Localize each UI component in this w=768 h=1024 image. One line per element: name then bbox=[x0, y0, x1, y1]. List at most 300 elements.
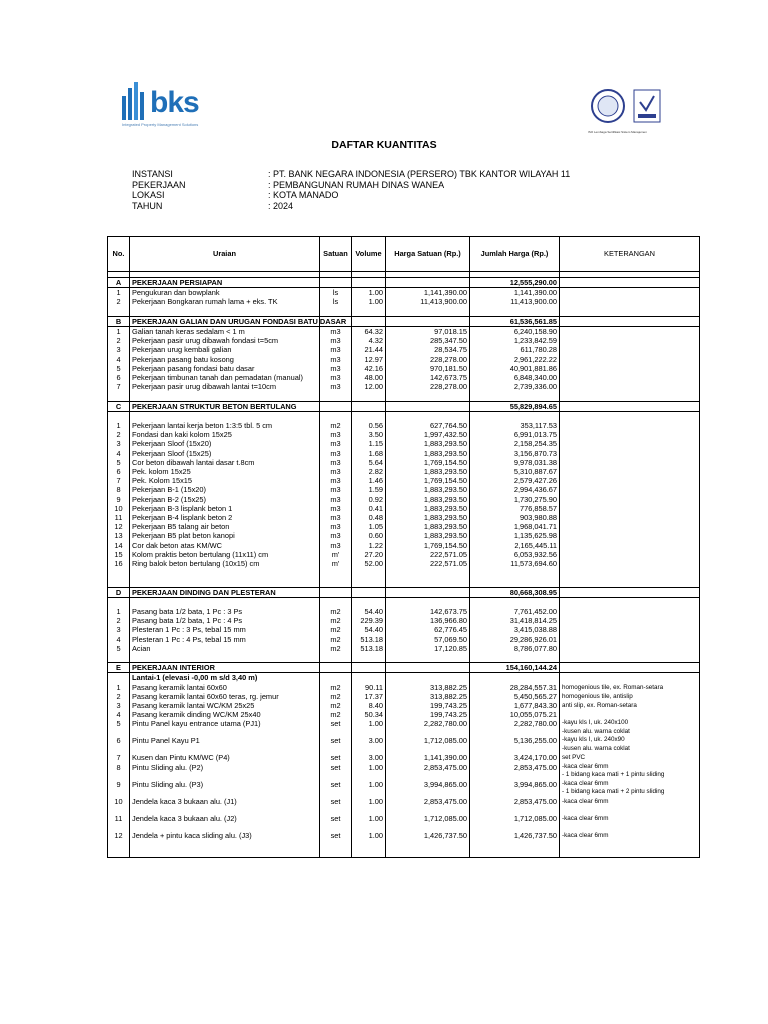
table-row bbox=[108, 513, 700, 522]
table-row bbox=[108, 449, 700, 458]
item-satuan: m2 bbox=[320, 421, 352, 430]
item-jumlah: 1,968,041.71 bbox=[470, 522, 560, 531]
item-volume: 1.59 bbox=[352, 485, 386, 494]
info-value: : KOTA MANADO bbox=[268, 190, 339, 200]
table-row bbox=[108, 345, 700, 354]
item-uraian: Acian bbox=[130, 644, 320, 653]
table-row bbox=[108, 701, 700, 710]
item-uraian: Cor beton dibawah lantai dasar t.8cm bbox=[130, 458, 320, 467]
item-uraian: Pek. Kolom 15x15 bbox=[130, 476, 320, 485]
item-volume: 1.00 bbox=[352, 797, 386, 814]
building-icon bbox=[120, 82, 150, 120]
item-satuan: m3 bbox=[320, 467, 352, 476]
table-row bbox=[108, 336, 700, 345]
item-uraian: Pekerjaan pasang fondasi batu dasar bbox=[130, 364, 320, 373]
blank-row bbox=[108, 577, 700, 587]
item-jumlah: 31,418,814.25 bbox=[470, 616, 560, 625]
item-volume bbox=[352, 568, 386, 577]
item-jumlah: 1,141,390.00 bbox=[470, 288, 560, 298]
item-no: 4 bbox=[108, 710, 130, 719]
item-keterangan bbox=[560, 522, 700, 531]
item-volume: 1.68 bbox=[352, 449, 386, 458]
item-volume: 1.00 bbox=[352, 780, 386, 797]
item-harga bbox=[386, 673, 470, 683]
subsection-row bbox=[108, 673, 700, 683]
cert-caption: ISO Lembaga Sertifikasi Sistem Manajemen bbox=[588, 130, 647, 134]
item-harga: 1,769,154.50 bbox=[386, 476, 470, 485]
item-satuan: m3 bbox=[320, 336, 352, 345]
item-harga: 1,883,293.50 bbox=[386, 439, 470, 448]
item-uraian bbox=[130, 411, 320, 421]
item-harga bbox=[386, 653, 470, 663]
item-harga: 1,712,085.00 bbox=[386, 814, 470, 831]
item-satuan: m3 bbox=[320, 355, 352, 364]
item-volume bbox=[352, 577, 386, 587]
item-uraian bbox=[130, 597, 320, 607]
item-volume: 54.40 bbox=[352, 607, 386, 616]
item-harga: 1,883,293.50 bbox=[386, 467, 470, 476]
item-jumlah: 29,286,926.01 bbox=[470, 635, 560, 644]
item-volume: 0.92 bbox=[352, 495, 386, 504]
item-uraian: Cor dak beton atas KM/WC bbox=[130, 541, 320, 550]
item-harga: 11,413,900.00 bbox=[386, 297, 470, 306]
item-no: 11 bbox=[108, 814, 130, 831]
item-no: 9 bbox=[108, 780, 130, 797]
table-row bbox=[108, 692, 700, 701]
item-harga: 1,769,154.50 bbox=[386, 458, 470, 467]
table-row bbox=[108, 831, 700, 848]
item-keterangan: -kaca clear 6mm bbox=[560, 797, 700, 814]
item-harga: 199,743.25 bbox=[386, 701, 470, 710]
item-harga bbox=[386, 577, 470, 587]
item-satuan: ls bbox=[320, 297, 352, 306]
document-title: DAFTAR KUANTITAS bbox=[331, 139, 437, 151]
item-no: 5 bbox=[108, 644, 130, 653]
blank-row bbox=[108, 568, 700, 577]
item-volume bbox=[352, 587, 386, 597]
item-keterangan bbox=[560, 780, 700, 797]
item-harga bbox=[386, 587, 470, 597]
item-uraian: PEKERJAAN PERSIAPAN bbox=[130, 278, 320, 288]
item-no: 5 bbox=[108, 364, 130, 373]
item-keterangan bbox=[560, 644, 700, 653]
section-row bbox=[108, 663, 700, 673]
item-volume: 0.60 bbox=[352, 531, 386, 540]
item-no: 16 bbox=[108, 559, 130, 568]
item-uraian: PEKERJAAN INTERIOR bbox=[130, 663, 320, 673]
item-volume: 90.11 bbox=[352, 683, 386, 692]
item-uraian: Pekerjaan pasir urug dibawah fondasi t=5cm bbox=[130, 336, 320, 345]
item-no bbox=[108, 307, 130, 317]
item-volume bbox=[352, 848, 386, 858]
item-jumlah: 1,426,737.50 bbox=[470, 831, 560, 848]
item-jumlah: 2,158,254.35 bbox=[470, 439, 560, 448]
item-jumlah bbox=[470, 411, 560, 421]
header-satuan: Satuan bbox=[320, 237, 352, 272]
item-jumlah: 611,780.28 bbox=[470, 345, 560, 354]
item-uraian: Ring balok beton bertulang (10x15) cm bbox=[130, 559, 320, 568]
item-jumlah: 903,980.88 bbox=[470, 513, 560, 522]
item-harga: 228,278.00 bbox=[386, 355, 470, 364]
item-satuan: m2 bbox=[320, 683, 352, 692]
item-jumlah: 61,536,561.85 bbox=[470, 316, 560, 326]
item-keterangan bbox=[560, 607, 700, 616]
item-satuan: m2 bbox=[320, 701, 352, 710]
blank-row bbox=[108, 307, 700, 317]
item-keterangan bbox=[560, 597, 700, 607]
item-keterangan bbox=[560, 467, 700, 476]
item-uraian: Fondasi dan kaki kolom 15x25 bbox=[130, 430, 320, 439]
item-harga bbox=[386, 278, 470, 288]
item-keterangan bbox=[560, 458, 700, 467]
item-satuan: m3 bbox=[320, 485, 352, 494]
item-volume bbox=[352, 278, 386, 288]
table-row bbox=[108, 780, 700, 797]
item-keterangan bbox=[560, 719, 700, 736]
info-key: PEKERJAAN bbox=[132, 179, 186, 190]
table-row bbox=[108, 559, 700, 568]
info-value: : 2024 bbox=[268, 200, 294, 211]
item-keterangan bbox=[560, 625, 700, 634]
item-keterangan bbox=[560, 495, 700, 504]
item-no: 6 bbox=[108, 736, 130, 753]
item-volume: 1.00 bbox=[352, 763, 386, 780]
item-keterangan bbox=[560, 373, 700, 382]
header-volume: Volume bbox=[352, 237, 386, 272]
item-keterangan bbox=[560, 401, 700, 411]
item-keterangan bbox=[560, 736, 700, 753]
item-uraian: Pekerjaan timbunan tanah dan pemadatan (manual) bbox=[130, 373, 320, 382]
info-row bbox=[132, 201, 570, 212]
item-harga: 17,120.85 bbox=[386, 644, 470, 653]
keterangan-line: -kaca clear 6mm bbox=[562, 762, 609, 770]
item-harga: 285,347.50 bbox=[386, 336, 470, 345]
item-volume: 229.39 bbox=[352, 616, 386, 625]
blank-row bbox=[108, 653, 700, 663]
item-volume: 1.15 bbox=[352, 439, 386, 448]
item-satuan: m3 bbox=[320, 373, 352, 382]
item-jumlah: 2,282,780.00 bbox=[470, 719, 560, 736]
item-uraian bbox=[130, 653, 320, 663]
keterangan-line: - 1 bidang kaca mati + 1 pintu sliding bbox=[562, 771, 665, 779]
item-no: 6 bbox=[108, 373, 130, 382]
item-no: 3 bbox=[108, 439, 130, 448]
item-keterangan: homogenious tile, antislip bbox=[560, 692, 700, 701]
item-satuan: m3 bbox=[320, 439, 352, 448]
table-row bbox=[108, 467, 700, 476]
item-volume: 2.82 bbox=[352, 467, 386, 476]
item-satuan bbox=[320, 411, 352, 421]
item-jumlah: 3,994,865.00 bbox=[470, 780, 560, 797]
item-volume: 1.46 bbox=[352, 476, 386, 485]
item-harga bbox=[386, 391, 470, 401]
item-no bbox=[108, 653, 130, 663]
info-key: INSTANSI bbox=[132, 169, 173, 179]
item-volume: 0.48 bbox=[352, 513, 386, 522]
item-jumlah: 2,739,336.00 bbox=[470, 382, 560, 391]
item-satuan bbox=[320, 653, 352, 663]
item-satuan: set bbox=[320, 719, 352, 736]
item-satuan: m' bbox=[320, 550, 352, 559]
item-uraian bbox=[130, 848, 320, 858]
logo-tagline: Integrated Property Management Solutions bbox=[122, 122, 199, 127]
item-satuan bbox=[320, 597, 352, 607]
item-uraian: Plesteran 1 Pc : 3 Ps, tebal 15 mm bbox=[130, 625, 320, 634]
item-keterangan bbox=[560, 485, 700, 494]
info-row bbox=[132, 190, 570, 201]
item-no: 12 bbox=[108, 522, 130, 531]
item-jumlah: 6,240,158.90 bbox=[470, 327, 560, 337]
header-no: No. bbox=[108, 237, 130, 272]
item-uraian: Pekerjaan B-3 lisplank beton 1 bbox=[130, 504, 320, 513]
item-satuan: ls bbox=[320, 288, 352, 298]
item-volume: 1.00 bbox=[352, 719, 386, 736]
item-no: C bbox=[108, 401, 130, 411]
item-jumlah: 154,160,144.24 bbox=[470, 663, 560, 673]
item-keterangan bbox=[560, 411, 700, 421]
item-harga: 2,853,475.00 bbox=[386, 763, 470, 780]
item-volume: 1.00 bbox=[352, 297, 386, 306]
item-uraian: Pasang keramik lantai 60x60 teras, rg. jemur bbox=[130, 692, 320, 701]
certification-logos bbox=[588, 88, 668, 132]
item-keterangan bbox=[560, 663, 700, 673]
item-satuan bbox=[320, 673, 352, 683]
item-harga: 627,764.50 bbox=[386, 421, 470, 430]
item-uraian: Kusen dan Pintu KM/WC (P4) bbox=[130, 753, 320, 762]
item-keterangan bbox=[560, 577, 700, 587]
item-jumlah: 1,730,275.90 bbox=[470, 495, 560, 504]
item-harga: 313,882.25 bbox=[386, 683, 470, 692]
table-row bbox=[108, 710, 700, 719]
item-no: 9 bbox=[108, 495, 130, 504]
item-volume bbox=[352, 663, 386, 673]
item-no: 8 bbox=[108, 763, 130, 780]
item-uraian: PEKERJAAN GALIAN DAN URUGAN FONDASI BATU DASAR bbox=[130, 316, 320, 326]
item-jumlah: 6,053,932.56 bbox=[470, 550, 560, 559]
table-row bbox=[108, 458, 700, 467]
item-no: 12 bbox=[108, 831, 130, 848]
header-harga: Harga Satuan (Rp.) bbox=[386, 237, 470, 272]
item-keterangan bbox=[560, 635, 700, 644]
item-volume: 12.00 bbox=[352, 382, 386, 391]
item-jumlah bbox=[470, 577, 560, 587]
item-jumlah: 5,450,565.27 bbox=[470, 692, 560, 701]
item-satuan bbox=[320, 587, 352, 597]
item-volume: 1.22 bbox=[352, 541, 386, 550]
table-row bbox=[108, 541, 700, 550]
item-no: 3 bbox=[108, 625, 130, 634]
item-no: 2 bbox=[108, 336, 130, 345]
item-keterangan bbox=[560, 568, 700, 577]
item-harga bbox=[386, 663, 470, 673]
section-row bbox=[108, 278, 700, 288]
item-no: D bbox=[108, 587, 130, 597]
item-harga: 1,141,390.00 bbox=[386, 288, 470, 298]
item-jumlah: 2,165,445.11 bbox=[470, 541, 560, 550]
item-volume: 27.20 bbox=[352, 550, 386, 559]
header-keterangan: KETERANGAN bbox=[560, 237, 700, 272]
item-uraian: Pekerjaan pasir urug dibawah lantai t=10cm bbox=[130, 382, 320, 391]
item-volume bbox=[352, 411, 386, 421]
item-volume: 0.56 bbox=[352, 421, 386, 430]
section-row bbox=[108, 316, 700, 326]
item-jumlah: 3,156,870.73 bbox=[470, 449, 560, 458]
item-harga bbox=[386, 597, 470, 607]
blank-row bbox=[108, 597, 700, 607]
item-uraian: Lantai-1 (elevasi -0,00 m s/d 3,40 m) bbox=[130, 673, 320, 683]
item-uraian: Pintu Panel Kayu P1 bbox=[130, 736, 320, 753]
item-harga: 228,278.00 bbox=[386, 382, 470, 391]
item-satuan: m2 bbox=[320, 692, 352, 701]
item-satuan: m2 bbox=[320, 644, 352, 653]
item-uraian: PEKERJAAN DINDING DAN PLESTERAN bbox=[130, 587, 320, 597]
item-satuan: m3 bbox=[320, 504, 352, 513]
item-volume bbox=[352, 391, 386, 401]
keterangan-line: -kaca clear 6mm bbox=[562, 779, 609, 787]
item-harga: 970,181.50 bbox=[386, 364, 470, 373]
item-jumlah: 12,555,290.00 bbox=[470, 278, 560, 288]
item-satuan bbox=[320, 848, 352, 858]
item-harga: 1,883,293.50 bbox=[386, 513, 470, 522]
item-satuan: set bbox=[320, 753, 352, 762]
table-row bbox=[108, 522, 700, 531]
item-volume: 3.00 bbox=[352, 736, 386, 753]
item-jumlah: 28,284,557.31 bbox=[470, 683, 560, 692]
table-row bbox=[108, 364, 700, 373]
table-row bbox=[108, 763, 700, 780]
item-volume: 5.64 bbox=[352, 458, 386, 467]
table-row bbox=[108, 753, 700, 762]
item-harga: 1,883,293.50 bbox=[386, 485, 470, 494]
item-uraian: Jendela kaca 3 bukaan alu. (J2) bbox=[130, 814, 320, 831]
item-satuan: m3 bbox=[320, 364, 352, 373]
item-keterangan bbox=[560, 421, 700, 430]
item-uraian: Pekerjaan B-2 (15x25) bbox=[130, 495, 320, 504]
item-keterangan bbox=[560, 316, 700, 326]
item-uraian: Pekerjaan B-4 lisplank beton 2 bbox=[130, 513, 320, 522]
item-jumlah bbox=[470, 597, 560, 607]
item-satuan bbox=[320, 568, 352, 577]
table-row bbox=[108, 736, 700, 753]
item-jumlah: 2,579,427.26 bbox=[470, 476, 560, 485]
item-uraian: Pekerjaan B5 talang air beton bbox=[130, 522, 320, 531]
item-no: B bbox=[108, 316, 130, 326]
item-volume: 3.50 bbox=[352, 430, 386, 439]
item-keterangan bbox=[560, 673, 700, 683]
item-volume: 54.40 bbox=[352, 625, 386, 634]
item-harga bbox=[386, 401, 470, 411]
item-no: 13 bbox=[108, 531, 130, 540]
info-key: TAHUN bbox=[132, 200, 163, 211]
item-satuan: m3 bbox=[320, 382, 352, 391]
item-satuan: set bbox=[320, 763, 352, 780]
table-row bbox=[108, 421, 700, 430]
section-row bbox=[108, 587, 700, 597]
item-keterangan bbox=[560, 336, 700, 345]
table-row bbox=[108, 504, 700, 513]
item-satuan: m3 bbox=[320, 541, 352, 550]
table-header bbox=[108, 237, 700, 272]
item-harga bbox=[386, 568, 470, 577]
quantity-table bbox=[107, 236, 700, 858]
item-jumlah: 11,413,900.00 bbox=[470, 297, 560, 306]
item-harga: 313,882.25 bbox=[386, 692, 470, 701]
item-satuan: m2 bbox=[320, 710, 352, 719]
item-satuan: m3 bbox=[320, 327, 352, 337]
item-volume: 1.00 bbox=[352, 288, 386, 298]
item-jumlah: 353,117.53 bbox=[470, 421, 560, 430]
table-row bbox=[108, 382, 700, 391]
item-satuan: set bbox=[320, 736, 352, 753]
item-jumlah: 10,055,075.21 bbox=[470, 710, 560, 719]
item-harga: 2,853,475.00 bbox=[386, 797, 470, 814]
item-no: 1 bbox=[108, 288, 130, 298]
item-satuan: set bbox=[320, 780, 352, 797]
keterangan-line: -kusen alu. warna coklat bbox=[562, 744, 630, 752]
item-satuan bbox=[320, 663, 352, 673]
item-jumlah: 3,424,170.00 bbox=[470, 753, 560, 762]
item-jumlah bbox=[470, 391, 560, 401]
item-no: E bbox=[108, 663, 130, 673]
item-satuan: set bbox=[320, 814, 352, 831]
bks-logo bbox=[120, 82, 220, 132]
item-keterangan: anti slip, ex. Roman-setara bbox=[560, 701, 700, 710]
header-uraian: Uraian bbox=[130, 237, 320, 272]
item-satuan: m2 bbox=[320, 625, 352, 634]
table-row bbox=[108, 719, 700, 736]
item-harga: 222,571.05 bbox=[386, 559, 470, 568]
table-row bbox=[108, 430, 700, 439]
table-row bbox=[108, 607, 700, 616]
item-keterangan bbox=[560, 504, 700, 513]
item-harga: 62,776.45 bbox=[386, 625, 470, 634]
item-keterangan bbox=[560, 391, 700, 401]
item-no: A bbox=[108, 278, 130, 288]
item-jumlah bbox=[470, 673, 560, 683]
item-volume: 8.40 bbox=[352, 701, 386, 710]
item-harga: 1,883,293.50 bbox=[386, 504, 470, 513]
item-no: 1 bbox=[108, 683, 130, 692]
item-uraian bbox=[130, 568, 320, 577]
item-harga: 97,018.15 bbox=[386, 327, 470, 337]
item-no bbox=[108, 391, 130, 401]
item-no: 2 bbox=[108, 430, 130, 439]
item-jumlah: 2,853,475.00 bbox=[470, 797, 560, 814]
table-row bbox=[108, 476, 700, 485]
item-uraian: Pekerjaan urug kembali galian bbox=[130, 345, 320, 354]
item-no bbox=[108, 568, 130, 577]
item-keterangan bbox=[560, 297, 700, 306]
item-harga: 136,966.80 bbox=[386, 616, 470, 625]
item-no: 2 bbox=[108, 297, 130, 306]
item-jumlah: 2,994,436.67 bbox=[470, 485, 560, 494]
item-no: 10 bbox=[108, 797, 130, 814]
item-satuan bbox=[320, 307, 352, 317]
item-uraian: Pasang bata 1/2 bata, 1 Pc : 3 Ps bbox=[130, 607, 320, 616]
item-uraian bbox=[130, 391, 320, 401]
table-row bbox=[108, 355, 700, 364]
item-no: 2 bbox=[108, 616, 130, 625]
item-jumlah: 5,310,887.67 bbox=[470, 467, 560, 476]
item-keterangan bbox=[560, 430, 700, 439]
blank-row bbox=[108, 848, 700, 858]
item-harga: 222,571.05 bbox=[386, 550, 470, 559]
item-satuan: m3 bbox=[320, 522, 352, 531]
item-satuan bbox=[320, 401, 352, 411]
item-jumlah: 776,858.57 bbox=[470, 504, 560, 513]
item-volume bbox=[352, 316, 386, 326]
table-row bbox=[108, 327, 700, 337]
